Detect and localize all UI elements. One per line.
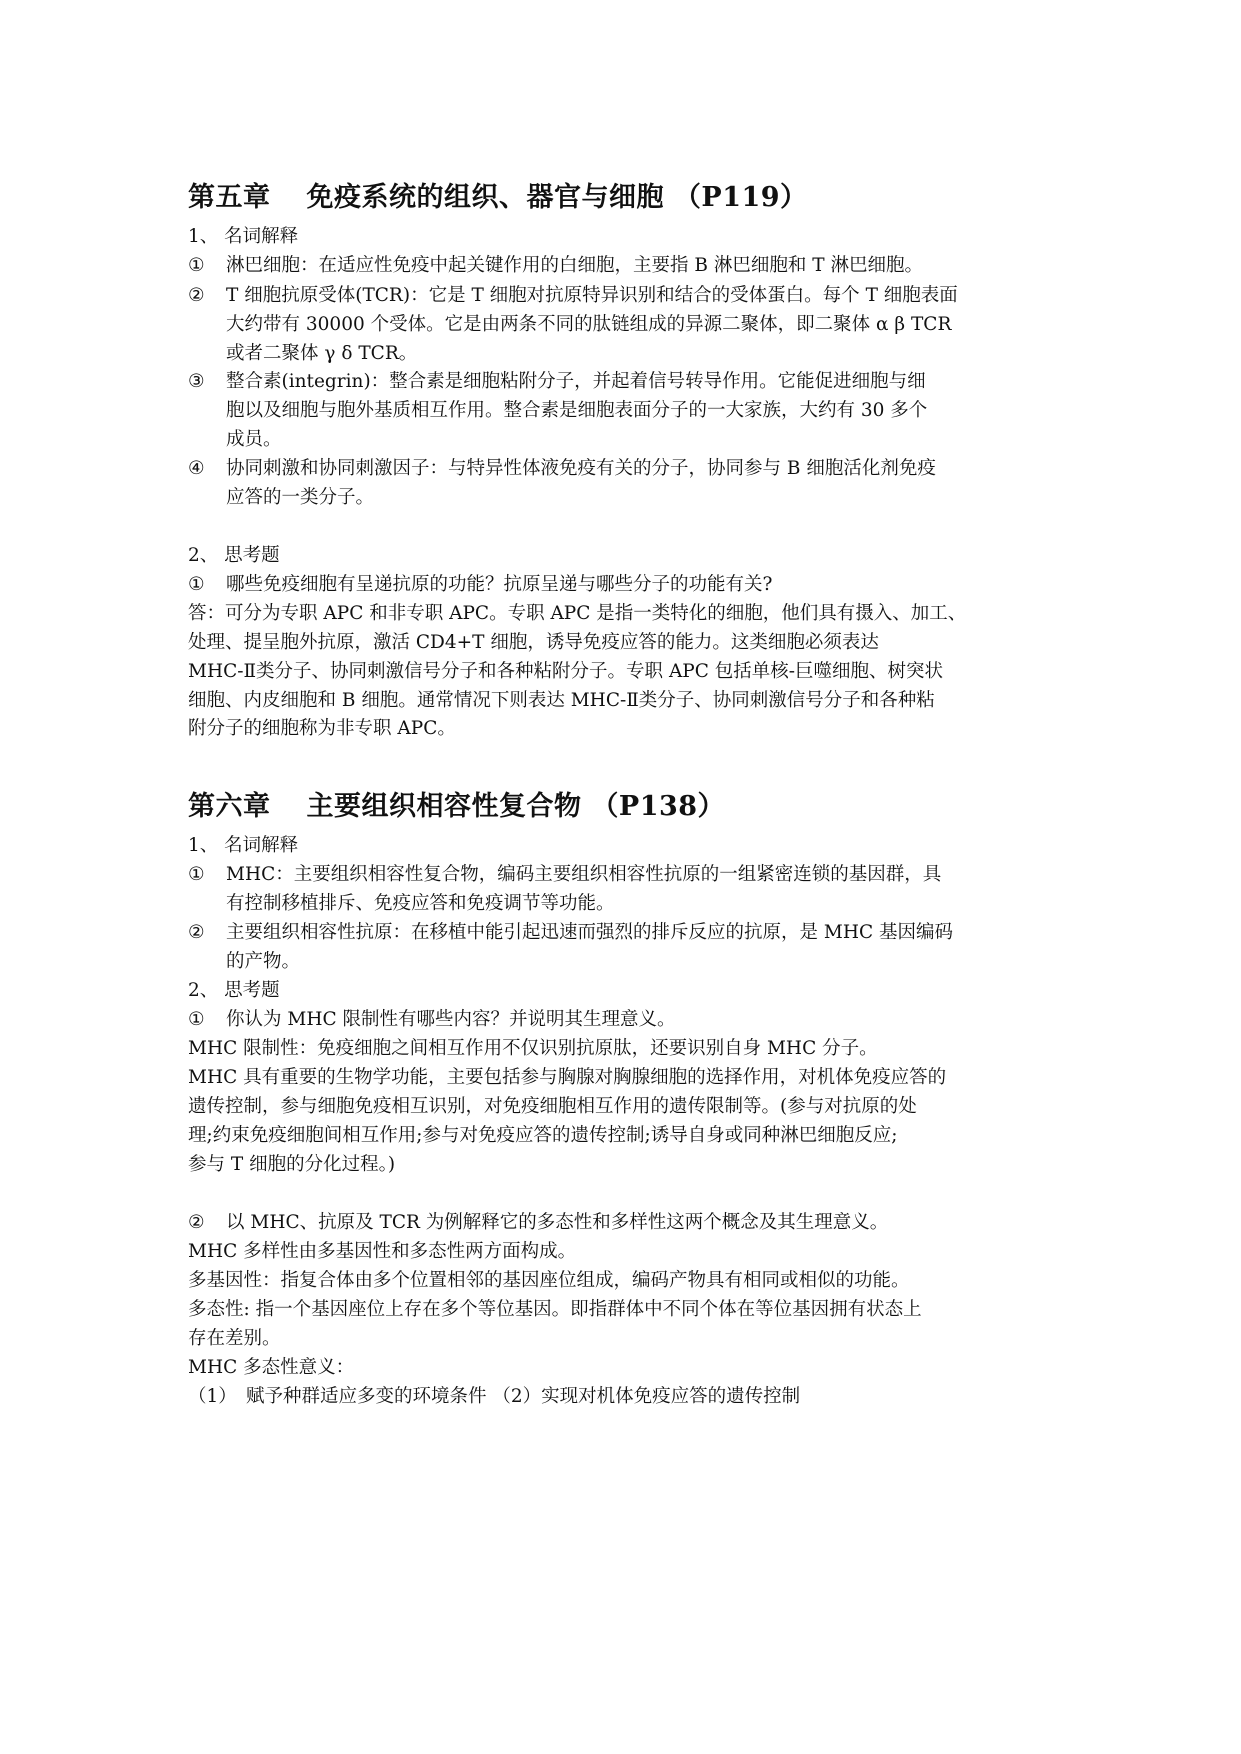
chapter-5-heading: [188, 175, 808, 214]
ch6-term-1-line: 有控制移植排斥、免疫应答和免疫调节等功能。: [226, 893, 615, 914]
ch5-term-2-number: ②: [188, 285, 205, 306]
ch6-question-1: 你认为 MHC 限制性有哪些内容？并说明其生理意义。: [226, 1009, 676, 1030]
ch5-term-1-line: 淋巴细胞：在适应性免疫中起关键作用的白细胞，主要指 B 淋巴细胞和 T 淋巴细胞。: [226, 255, 923, 276]
ch5-answer-1-line: 细胞、内皮细胞和 B 细胞。通常情况下则表达 MHC-Ⅱ类分子、协同刺激信号分子和各种粘: [188, 690, 935, 711]
ch6-term-1-number: ①: [188, 864, 205, 885]
ch5-term-4-line: 应答的一类分子。: [226, 487, 375, 508]
chapter-5-title: 免疫系统的组织、器官与细胞 （P119）: [306, 182, 808, 213]
ch6-answer-2-line: 多态性: 指一个基因座位上存在多个等位基因。即指群体中不同个体在等位基因拥有状态上: [188, 1299, 922, 1320]
ch5-term-3-line: 整合素(integrin)：整合素是细胞粘附分子，并起着信号转导作用。它能促进细胞与细: [226, 371, 926, 392]
ch6-answer-2-line: MHC 多样性由多基因性和多态性两方面构成。: [188, 1241, 577, 1262]
ch6-answer-2-line: 存在差别。: [188, 1328, 281, 1349]
ch6-answer-1-line: 理;约束免疫细胞间相互作用;参与对免疫应答的遗传控制;诱导自身或同种淋巴细胞反应;: [188, 1125, 898, 1146]
ch5-term-2-line: T 细胞抗原受体(TCR)：它是 T 细胞对抗原特异识别和结合的受体蛋白。每个 T 细胞表面: [226, 285, 958, 306]
ch5-answer-1-line: MHC-Ⅱ类分子、协同刺激信号分子和各种粘附分子。专职 APC 包括单核-巨噬细胞、树突状: [188, 661, 944, 682]
ch5-question-1: 哪些免疫细胞有呈递抗原的功能？抗原呈递与哪些分子的功能有关?: [226, 574, 773, 595]
ch6-term-2-line: 主要组织相容性抗原：在移植中能引起迅速而强烈的排斥反应的抗原，是 MHC 基因编码: [226, 922, 953, 943]
ch5-term-2-line: 或者二聚体 γ δ TCR。: [226, 343, 418, 364]
ch6-answer-1-line: 参与 T 细胞的分化过程。): [188, 1154, 396, 1175]
ch6-term-2-line: 的产物。: [226, 951, 301, 972]
ch6-answer-1-line: MHC 限制性：免疫细胞之间相互作用不仅识别抗原肽，还要识别自身 MHC 分子。: [188, 1038, 878, 1059]
ch6-question-2-number: ②: [188, 1212, 205, 1233]
ch5-term-4-line: 协同刺激和协同刺激因子：与特异性体液免疫有关的分子，协同参与 B 细胞活化剂免疫: [226, 458, 936, 479]
ch6-term-1-line: MHC：主要组织相容性复合物，编码主要组织相容性抗原的一组紧密连锁的基因群，具: [226, 864, 942, 885]
chapter-6-number: 第六章: [188, 791, 271, 822]
ch6-question-1-number: ①: [188, 1009, 205, 1030]
ch5-term-3-line: 成员。: [226, 429, 282, 450]
ch5-term-2-line: 大约带有 30000 个受体。它是由两条不同的肽链组成的异源二聚体，即二聚体 α β TCR: [226, 314, 952, 335]
ch6-term-2-number: ②: [188, 922, 205, 943]
ch5-answer-1-line: 答：可分为专职 APC 和非专职 APC。专职 APC 是指一类特化的细胞，他们具有摄入、加工、: [188, 603, 967, 624]
ch6-answer-1-line: 遗传控制，参与细胞免疫相互识别，对免疫细胞相互作用的遗传限制等。(参与对抗原的处: [188, 1096, 917, 1117]
ch6-answer-2-line: MHC 多态性意义：: [188, 1357, 355, 1378]
ch5-question-1-number: ①: [188, 574, 205, 595]
ch5-answer-1-line: 处理、提呈胞外抗原，激活 CD4+T 细胞，诱导免疫应答的能力。这类细胞必须表达: [188, 632, 879, 653]
ch6-question-2: 以 MHC、抗原及 TCR 为例解释它的多态性和多样性这两个概念及其生理意义。: [226, 1212, 889, 1233]
ch6-section-questions: 2、 思考题: [188, 980, 280, 1001]
ch5-term-3-line: 胞以及细胞与胞外基质相互作用。整合素是细胞表面分子的一大家族，大约有 30 多个: [226, 400, 928, 421]
ch6-answer-2-line: 多基因性：指复合体由多个位置相邻的基因座位组成，编码产物具有相同或相似的功能。: [188, 1270, 910, 1291]
ch5-answer-1-line: 附分子的细胞称为非专职 APC。: [188, 718, 456, 739]
ch6-answer-1-line: MHC 具有重要的生物学功能，主要包括参与胸腺对胸腺细胞的选择作用，对机体免疫应答的: [188, 1067, 947, 1088]
ch5-term-3-number: ③: [188, 371, 205, 392]
ch5-section-terms: 1、 名词解释: [188, 226, 299, 247]
ch6-answer-2-line: （1） 赋予种群适应多变的环境条件 （2）实现对机体免疫应答的遗传控制: [188, 1386, 801, 1407]
ch5-term-4-number: ④: [188, 458, 205, 479]
chapter-5-number: 第五章: [188, 182, 271, 213]
ch5-section-questions: 2、 思考题: [188, 545, 280, 566]
chapter-6-title: 主要组织相容性复合物 （P138）: [306, 791, 726, 822]
chapter-6-heading: [188, 784, 725, 823]
ch5-term-1-number: ①: [188, 255, 205, 276]
ch6-section-terms: 1、 名词解释: [188, 835, 299, 856]
